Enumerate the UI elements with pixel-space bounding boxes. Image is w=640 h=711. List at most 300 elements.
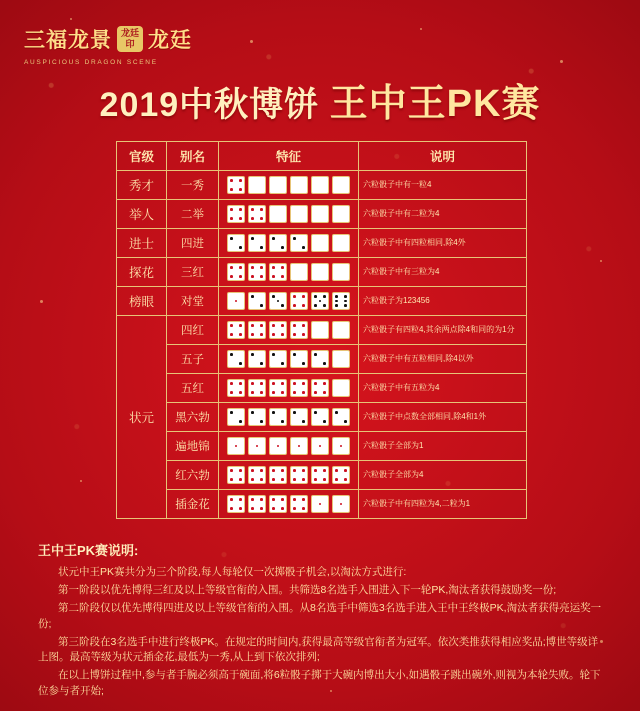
die-2-icon [248, 234, 266, 252]
die-pip [323, 295, 326, 298]
die-pip [230, 391, 233, 394]
die-1-icon [311, 437, 329, 455]
die-blank-icon [311, 234, 329, 252]
die-pip [344, 295, 347, 298]
die-pip [293, 391, 296, 394]
die-pip [251, 237, 254, 240]
die-pip [314, 469, 317, 472]
die-pip [272, 333, 275, 336]
die-pip [281, 246, 284, 249]
die-blank-icon [269, 205, 287, 223]
dice-cell [219, 345, 359, 374]
die-blank-icon [311, 321, 329, 339]
die-pip [239, 333, 242, 336]
die-pip [281, 507, 284, 510]
die-pip [239, 266, 242, 269]
die-pip [272, 478, 275, 481]
die-pip [340, 503, 343, 506]
die-pip [293, 237, 296, 240]
die-pip [230, 324, 233, 327]
die-4-icon [227, 466, 245, 484]
die-pip [260, 275, 263, 278]
die-2-icon [269, 350, 287, 368]
rank-table [116, 141, 527, 519]
die-pip [302, 295, 305, 298]
rules-section [38, 540, 602, 702]
dice-row [219, 321, 358, 339]
die-2-icon [227, 408, 245, 426]
description-cell: 六粒骰子全部为1 [359, 432, 527, 461]
die-4-icon [332, 466, 350, 484]
die-pip [293, 469, 296, 472]
die-pip [260, 208, 263, 211]
die-pip [256, 445, 259, 448]
die-4-icon [227, 263, 245, 281]
dice-row [219, 263, 358, 281]
die-pip [323, 362, 326, 365]
die-pip [260, 324, 263, 327]
die-pip [293, 295, 296, 298]
die-pip [260, 391, 263, 394]
description-cell: 六粒骰子中有二粒为4 [359, 200, 527, 229]
rules-paragraph: 第三阶段在3名选手中进行终极PK。在规定的时间内,获得最高等级官衔者为冠军。依次类推获得相应奖品;博世等级详上图。最高等级为状元插金花,最低为一秀,从上到下依次排列; [38, 635, 599, 664]
die-pip [239, 188, 242, 191]
die-4-icon [227, 495, 245, 513]
column-header-alias: 别名 [167, 142, 219, 171]
alias-cell: 四进 [167, 229, 219, 258]
die-pip [251, 217, 254, 220]
die-pip [251, 208, 254, 211]
die-pip [281, 324, 284, 327]
table-row [117, 171, 527, 200]
dice-cell [219, 171, 359, 200]
die-pip [251, 507, 254, 510]
die-pip [314, 295, 317, 298]
die-4-icon [227, 379, 245, 397]
die-pip [272, 469, 275, 472]
dice-cell [219, 403, 359, 432]
table-row [117, 432, 527, 461]
die-2-icon [227, 234, 245, 252]
die-4-icon [269, 263, 287, 281]
description-cell: 六粒骰子中有三粒为4 [359, 258, 527, 287]
die-pip [272, 324, 275, 327]
die-pip [260, 469, 263, 472]
die-4-icon [290, 292, 308, 310]
die-pip [239, 324, 242, 327]
rules-heading: 王中王PK赛说明: [38, 543, 139, 558]
die-pip [302, 333, 305, 336]
die-pip [272, 266, 275, 269]
die-pip [335, 300, 338, 303]
die-pip [239, 478, 242, 481]
die-pip [230, 188, 233, 191]
die-pip [239, 391, 242, 394]
dice-row [219, 176, 358, 194]
die-blank-icon [269, 176, 287, 194]
rank-table-container [116, 141, 526, 519]
die-pip [302, 246, 305, 249]
die-pip [230, 333, 233, 336]
die-2-icon [290, 408, 308, 426]
die-pip [302, 498, 305, 501]
die-pip [277, 445, 280, 448]
dice-row [219, 495, 358, 513]
die-blank-icon [311, 205, 329, 223]
dice-row [219, 408, 358, 426]
rules-paragraph: 状元中王PK赛共分为三个阶段,每人每轮仅一次掷骰子机会,以淘汰方式进行: [58, 566, 407, 578]
alias-cell: 红六勃 [167, 461, 219, 490]
die-pip [281, 333, 284, 336]
table-row [117, 258, 527, 287]
die-pip [281, 469, 284, 472]
die-4-icon [248, 263, 266, 281]
die-pip [314, 391, 317, 394]
rules-paragraph: 第一阶段以优先博得三红及以上等级官衔的入围。共筛选8名选手入围进入下一轮PK,淘汰者获得鼓励奖一份; [58, 584, 557, 597]
die-2-icon [227, 350, 245, 368]
die-1-icon [332, 437, 350, 455]
dice-cell [219, 229, 359, 258]
rules-paragraph: 在以上博饼过程中,参与者手腕必须高于碗面,将6粒骰子掷于大碗内博出大小,如遇骰子跳出碗外,则视为本轮失败。轮下位参与者开始; [38, 669, 601, 697]
die-1-icon [227, 292, 245, 310]
rank-cell: 进士 [117, 229, 167, 258]
die-2-icon [332, 408, 350, 426]
brand-name-right: 龙廷 [148, 29, 192, 52]
die-pip [323, 478, 326, 481]
die-pip [323, 391, 326, 394]
die-pip [260, 333, 263, 336]
die-pip [239, 246, 242, 249]
table-row [117, 403, 527, 432]
die-pip [293, 382, 296, 385]
rank-cell: 举人 [117, 200, 167, 229]
die-pip [251, 275, 254, 278]
die-pip [335, 304, 338, 307]
die-pip [260, 304, 263, 307]
column-header-desc: 说明 [359, 142, 527, 171]
die-pip [302, 362, 305, 365]
die-blank-icon [290, 205, 308, 223]
die-pip [230, 266, 233, 269]
die-pip [230, 275, 233, 278]
die-4-icon [311, 379, 329, 397]
die-pip [239, 498, 242, 501]
die-pip [314, 478, 317, 481]
brand-tagline: AUSPICIOUS DRAGON SCENE [24, 59, 158, 66]
dice-row [219, 292, 358, 310]
die-pip [293, 498, 296, 501]
die-2-icon [269, 234, 287, 252]
die-pip [251, 333, 254, 336]
die-6-icon [332, 292, 350, 310]
die-pip [251, 469, 254, 472]
die-pip [230, 237, 233, 240]
die-pip [239, 179, 242, 182]
die-pip [230, 507, 233, 510]
die-pip [298, 445, 301, 448]
table-row [117, 229, 527, 258]
die-pip [335, 478, 338, 481]
die-5-icon [311, 292, 329, 310]
dice-row [219, 379, 358, 397]
die-blank-icon [311, 263, 329, 281]
die-pip [272, 295, 275, 298]
die-pip [302, 382, 305, 385]
die-4-icon [248, 205, 266, 223]
dice-cell [219, 287, 359, 316]
die-blank-icon [332, 234, 350, 252]
dice-cell [219, 490, 359, 519]
die-pip [260, 478, 263, 481]
die-pip [302, 304, 305, 307]
die-pip [272, 237, 275, 240]
die-pip [344, 420, 347, 423]
die-pip [230, 382, 233, 385]
sparkle-fleck [40, 300, 43, 303]
die-pip [293, 333, 296, 336]
die-2-icon [290, 350, 308, 368]
die-pip [302, 469, 305, 472]
rank-cell-zhuangyuan: 状元 [117, 316, 167, 519]
die-pip [230, 179, 233, 182]
dice-cell [219, 316, 359, 345]
die-1-icon [290, 437, 308, 455]
die-pip [335, 469, 338, 472]
die-pip [235, 445, 238, 448]
dice-row [219, 437, 358, 455]
die-pip [239, 208, 242, 211]
die-pip [302, 420, 305, 423]
die-pip [293, 507, 296, 510]
die-pip [251, 391, 254, 394]
die-pip [314, 382, 317, 385]
die-pip [344, 304, 347, 307]
dice-row [219, 350, 358, 368]
die-pip [230, 353, 233, 356]
die-pip [260, 246, 263, 249]
die-pip [314, 353, 317, 356]
die-4-icon [311, 466, 329, 484]
table-row [117, 287, 527, 316]
die-4-icon [227, 205, 245, 223]
die-pip [239, 469, 242, 472]
description-cell: 六粒骰子中有五粒相同,除4以外 [359, 345, 527, 374]
sparkle-fleck [560, 60, 563, 63]
die-pip [281, 362, 284, 365]
die-pip [235, 300, 238, 303]
die-pip [272, 498, 275, 501]
die-pip [230, 478, 233, 481]
dice-cell [219, 374, 359, 403]
die-blank-icon [332, 350, 350, 368]
die-pip [230, 469, 233, 472]
rank-cell: 探花 [117, 258, 167, 287]
die-4-icon [248, 495, 266, 513]
description-cell: 六粒骰子中有四粒相同,除4外 [359, 229, 527, 258]
description-cell: 六粒骰子中点数全部相同,除4和1外 [359, 403, 527, 432]
die-pip [344, 300, 347, 303]
die-pip [272, 411, 275, 414]
die-pip [281, 304, 284, 307]
description-cell: 六粒骰子中有五粒为4 [359, 374, 527, 403]
alias-cell: 五子 [167, 345, 219, 374]
alias-cell: 五红 [167, 374, 219, 403]
title-part-2: 王中王PK赛 [329, 83, 541, 125]
die-pip [260, 217, 263, 220]
die-pip [302, 478, 305, 481]
die-blank-icon [332, 379, 350, 397]
die-1-icon [227, 437, 245, 455]
die-pip [230, 217, 233, 220]
die-pip [293, 304, 296, 307]
table-row [117, 461, 527, 490]
die-pip [239, 275, 242, 278]
die-4-icon [227, 176, 245, 194]
die-pip [260, 382, 263, 385]
die-4-icon [248, 321, 266, 339]
die-4-icon [269, 466, 287, 484]
description-cell: 六粒骰子中有四粒为4,二粒为1 [359, 490, 527, 519]
dice-cell [219, 461, 359, 490]
description-cell: 六粒骰子有四粒4,其余两点除4和同的为1分 [359, 316, 527, 345]
die-1-icon [332, 495, 350, 513]
die-pip [302, 391, 305, 394]
die-pip [319, 445, 322, 448]
die-pip [302, 507, 305, 510]
die-pip [302, 324, 305, 327]
die-pip [281, 266, 284, 269]
die-pip [323, 420, 326, 423]
die-pip [251, 478, 254, 481]
die-pip [239, 362, 242, 365]
alias-cell: 对堂 [167, 287, 219, 316]
alias-cell: 二举 [167, 200, 219, 229]
die-pip [323, 304, 326, 307]
die-4-icon [290, 379, 308, 397]
alias-cell: 遍地锦 [167, 432, 219, 461]
die-2-icon [248, 408, 266, 426]
die-pip [239, 507, 242, 510]
alias-cell: 插金花 [167, 490, 219, 519]
table-row [117, 200, 527, 229]
die-pip [281, 420, 284, 423]
alias-cell: 黑六勃 [167, 403, 219, 432]
sparkle-fleck [600, 260, 602, 262]
sparkle-fleck [420, 28, 422, 30]
die-pip [281, 382, 284, 385]
alias-cell: 一秀 [167, 171, 219, 200]
die-pip [260, 266, 263, 269]
rank-cell: 榜眼 [117, 287, 167, 316]
die-4-icon [269, 379, 287, 397]
die-pip [281, 498, 284, 501]
die-pip [260, 498, 263, 501]
die-4-icon [248, 466, 266, 484]
table-row [117, 374, 527, 403]
rules-paragraph: 第二阶段仅以优先博得四进及以上等级官衔的入围。从8名选手中筛选3名选手进入王中王终极PK,淘汰者获得亮运奖一份; [38, 602, 602, 630]
dice-row [219, 234, 358, 252]
die-1-icon [248, 437, 266, 455]
die-3-icon [269, 292, 287, 310]
title-part-1: 2019中秋博饼 [99, 86, 320, 124]
die-pip [260, 507, 263, 510]
die-4-icon [269, 495, 287, 513]
alias-cell: 四红 [167, 316, 219, 345]
die-pip [323, 469, 326, 472]
die-1-icon [269, 437, 287, 455]
die-pip [293, 478, 296, 481]
die-pip [272, 391, 275, 394]
die-pip [281, 275, 284, 278]
die-pip [319, 503, 322, 506]
die-4-icon [248, 379, 266, 397]
die-pip [251, 353, 254, 356]
die-4-icon [290, 466, 308, 484]
die-2-icon [248, 350, 266, 368]
dice-cell [219, 200, 359, 229]
die-1-icon [311, 495, 329, 513]
description-cell: 六粒骰子为123456 [359, 287, 527, 316]
dice-row [219, 466, 358, 484]
die-4-icon [269, 321, 287, 339]
die-pip [239, 420, 242, 423]
die-pip [251, 411, 254, 414]
column-header-rank: 官级 [117, 142, 167, 171]
sparkle-fleck [70, 18, 72, 20]
die-pip [319, 300, 322, 303]
table-header-row [117, 142, 527, 171]
poster-title [0, 72, 640, 127]
die-2-icon [290, 234, 308, 252]
die-pip [251, 266, 254, 269]
sparkle-fleck [80, 480, 82, 482]
die-blank-icon [248, 176, 266, 194]
die-pip [251, 382, 254, 385]
die-pip [314, 304, 317, 307]
table-row [117, 316, 527, 345]
die-pip [272, 382, 275, 385]
die-pip [335, 295, 338, 298]
rank-cell: 秀才 [117, 171, 167, 200]
die-4-icon [290, 495, 308, 513]
die-4-icon [290, 321, 308, 339]
die-blank-icon [290, 176, 308, 194]
die-pip [260, 420, 263, 423]
die-pip [314, 411, 317, 414]
die-pip [272, 353, 275, 356]
table-row [117, 345, 527, 374]
die-2-icon [311, 350, 329, 368]
column-header-dice: 特征 [219, 142, 359, 171]
die-blank-icon [332, 176, 350, 194]
die-blank-icon [311, 176, 329, 194]
die-2-icon [248, 292, 266, 310]
die-pip [260, 362, 263, 365]
die-2-icon [269, 408, 287, 426]
die-pip [251, 498, 254, 501]
dice-cell [219, 258, 359, 287]
brand-seal-icon: 龙廷印 [117, 26, 143, 52]
dice-row [219, 205, 358, 223]
die-blank-icon [332, 321, 350, 339]
die-pip [251, 324, 254, 327]
brand-name-left: 三福龙景 [24, 29, 112, 52]
die-pip [272, 275, 275, 278]
die-pip [344, 469, 347, 472]
die-pip [230, 498, 233, 501]
die-pip [340, 445, 343, 448]
die-pip [281, 391, 284, 394]
